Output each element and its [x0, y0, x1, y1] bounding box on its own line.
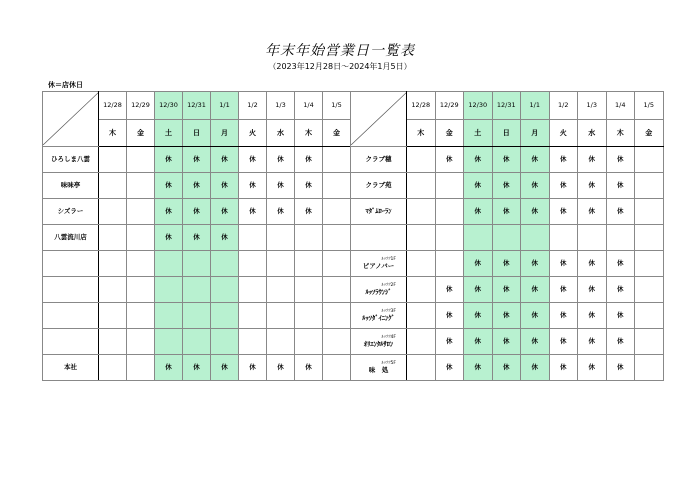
status-cell — [267, 225, 295, 251]
weekday-header: 木 — [295, 120, 323, 147]
status-cell: 休 — [435, 355, 464, 381]
status-cell: 休 — [295, 173, 323, 199]
status-cell — [407, 277, 436, 303]
status-cell — [323, 303, 351, 329]
status-cell: 休 — [211, 199, 239, 225]
status-cell: 休 — [183, 147, 211, 173]
status-cell — [407, 329, 436, 355]
weekday-header: 月 — [211, 120, 239, 147]
status-cell — [127, 199, 155, 225]
store-floor-label: ﾙｯｿﾂ4F — [381, 334, 396, 340]
status-cell — [183, 303, 211, 329]
status-cell — [323, 329, 351, 355]
store-name: ピアノバー — [362, 262, 395, 270]
date-header: 12/28 — [99, 92, 127, 120]
status-cell — [635, 225, 664, 251]
store-name-cell — [351, 251, 407, 277]
status-cell: 休 — [492, 303, 521, 329]
header-corner — [43, 92, 99, 147]
status-cell — [635, 173, 664, 199]
date-header: 12/30 — [155, 92, 183, 120]
weekday-header: 火 — [549, 120, 578, 147]
status-cell: 休 — [606, 277, 635, 303]
date-header: 1/1 — [211, 92, 239, 120]
store-row — [351, 277, 664, 303]
status-cell — [267, 329, 295, 355]
store-row — [43, 199, 351, 225]
corner-diagonal-line — [351, 92, 407, 145]
status-cell: 休 — [464, 329, 493, 355]
weekday-header: 水 — [267, 120, 295, 147]
weekday-header: 水 — [578, 120, 607, 147]
status-cell: 休 — [183, 225, 211, 251]
store-name: ﾙｯｿﾀﾞｲﾆﾝｸﾞ — [362, 314, 395, 322]
status-cell — [127, 355, 155, 381]
status-cell: 休 — [435, 147, 464, 173]
status-cell — [606, 225, 635, 251]
status-cell: 休 — [521, 199, 550, 225]
store-row — [43, 355, 351, 381]
status-cell — [464, 225, 493, 251]
status-cell: 休 — [606, 173, 635, 199]
status-cell: 休 — [183, 199, 211, 225]
status-cell — [127, 277, 155, 303]
weekday-header: 木 — [606, 120, 635, 147]
weekday-header: 日 — [183, 120, 211, 147]
status-cell: 休 — [549, 329, 578, 355]
status-cell — [435, 199, 464, 225]
status-cell: 休 — [211, 173, 239, 199]
status-cell: 休 — [155, 199, 183, 225]
status-cell: 休 — [521, 173, 550, 199]
status-cell: 休 — [549, 199, 578, 225]
status-cell: 休 — [464, 355, 493, 381]
weekday-header: 土 — [464, 120, 493, 147]
status-cell — [239, 329, 267, 355]
store-row — [43, 225, 351, 251]
store-row — [43, 173, 351, 199]
weekday-header: 月 — [521, 120, 550, 147]
status-cell — [267, 303, 295, 329]
status-cell — [211, 277, 239, 303]
store-row — [43, 147, 351, 173]
status-cell — [211, 329, 239, 355]
status-cell — [183, 251, 211, 277]
legend-note: 休＝店休日 — [48, 81, 83, 89]
status-cell: 休 — [435, 329, 464, 355]
status-cell — [635, 199, 664, 225]
status-cell — [323, 251, 351, 277]
store-row — [351, 251, 664, 277]
store-row — [351, 147, 664, 173]
status-cell — [295, 251, 323, 277]
store-name-cell — [351, 355, 407, 381]
status-cell: 休 — [211, 147, 239, 173]
weekday-header: 火 — [239, 120, 267, 147]
status-cell: 休 — [492, 251, 521, 277]
status-cell: 休 — [578, 355, 607, 381]
page-subtitle: （2023年12月28日～2024年1月5日） — [268, 62, 412, 71]
status-cell — [407, 251, 436, 277]
status-cell: 休 — [549, 251, 578, 277]
status-cell — [549, 225, 578, 251]
status-cell: 休 — [578, 147, 607, 173]
status-cell: 休 — [492, 147, 521, 173]
status-cell: 休 — [183, 355, 211, 381]
store-name: ﾙｯｿﾗｳﾝｼﾞ — [365, 288, 392, 296]
status-cell — [295, 329, 323, 355]
status-cell — [635, 355, 664, 381]
status-cell — [211, 251, 239, 277]
store-name-cell — [43, 329, 99, 355]
status-cell — [183, 329, 211, 355]
status-cell: 休 — [492, 277, 521, 303]
status-cell: 休 — [211, 355, 239, 381]
status-cell — [635, 329, 664, 355]
status-cell — [127, 303, 155, 329]
store-row — [351, 173, 664, 199]
status-cell: 休 — [155, 147, 183, 173]
status-cell — [99, 303, 127, 329]
store-name-cell — [351, 277, 407, 303]
status-cell: 休 — [464, 251, 493, 277]
status-cell: 休 — [492, 329, 521, 355]
status-cell — [127, 173, 155, 199]
weekday-header: 金 — [323, 120, 351, 147]
store-name-cell: 八雲流川店 — [43, 225, 99, 251]
date-header: 1/4 — [606, 92, 635, 120]
status-cell: 休 — [267, 199, 295, 225]
status-cell — [99, 251, 127, 277]
status-cell: 休 — [239, 147, 267, 173]
status-cell: 休 — [239, 199, 267, 225]
store-name-cell — [43, 277, 99, 303]
status-cell — [99, 355, 127, 381]
store-name: ｵﾘｴﾝﾀﾙｻﾛﾝ — [363, 340, 394, 348]
status-cell — [323, 277, 351, 303]
status-cell — [127, 225, 155, 251]
store-floor-label: ﾙｯｿﾂ5F — [381, 360, 396, 366]
store-name-cell: 本社 — [43, 355, 99, 381]
date-header: 12/31 — [492, 92, 521, 120]
status-cell: 休 — [606, 251, 635, 277]
status-cell — [521, 225, 550, 251]
store-row — [351, 329, 664, 355]
status-cell — [99, 173, 127, 199]
status-cell: 休 — [549, 355, 578, 381]
status-cell — [635, 277, 664, 303]
status-cell — [492, 225, 521, 251]
store-row — [43, 251, 351, 277]
status-cell — [127, 251, 155, 277]
status-cell: 休 — [183, 173, 211, 199]
status-cell: 休 — [549, 277, 578, 303]
status-cell: 休 — [464, 173, 493, 199]
status-cell — [99, 225, 127, 251]
store-name-cell: クラブ苑 — [351, 173, 407, 199]
status-cell: 休 — [492, 355, 521, 381]
status-cell — [127, 329, 155, 355]
status-cell — [155, 251, 183, 277]
status-cell: 休 — [155, 225, 183, 251]
status-cell — [578, 225, 607, 251]
status-cell — [407, 225, 436, 251]
weekday-header: 金 — [635, 120, 664, 147]
status-cell — [239, 225, 267, 251]
status-cell — [155, 329, 183, 355]
status-cell — [267, 251, 295, 277]
store-name-cell — [43, 251, 99, 277]
status-cell — [183, 277, 211, 303]
store-name-cell: ひろしま八雲 — [43, 147, 99, 173]
status-cell — [239, 303, 267, 329]
weekday-header: 金 — [435, 120, 464, 147]
header-corner — [351, 92, 407, 147]
schedule-table-right — [350, 91, 664, 381]
store-name-cell: 味味亭 — [43, 173, 99, 199]
date-header: 1/5 — [635, 92, 664, 120]
status-cell: 休 — [578, 277, 607, 303]
status-cell: 休 — [578, 199, 607, 225]
weekday-header: 金 — [127, 120, 155, 147]
store-name-cell — [43, 303, 99, 329]
status-cell: 休 — [521, 355, 550, 381]
weekday-header: 木 — [99, 120, 127, 147]
weekday-header: 土 — [155, 120, 183, 147]
status-cell — [407, 173, 436, 199]
status-cell — [211, 303, 239, 329]
status-cell: 休 — [295, 147, 323, 173]
status-cell: 休 — [521, 147, 550, 173]
store-row — [43, 277, 351, 303]
status-cell — [323, 199, 351, 225]
status-cell: 休 — [492, 199, 521, 225]
status-cell: 休 — [606, 355, 635, 381]
status-cell: 休 — [267, 355, 295, 381]
status-cell: 休 — [549, 173, 578, 199]
status-cell — [407, 303, 436, 329]
status-cell — [99, 147, 127, 173]
status-cell: 休 — [239, 173, 267, 199]
store-row — [43, 303, 351, 329]
status-cell — [295, 225, 323, 251]
weekday-header: 日 — [492, 120, 521, 147]
status-cell — [323, 225, 351, 251]
date-header: 1/3 — [267, 92, 295, 120]
status-cell — [323, 173, 351, 199]
status-cell — [435, 173, 464, 199]
status-cell: 休 — [295, 199, 323, 225]
status-cell — [635, 303, 664, 329]
status-cell: 休 — [267, 147, 295, 173]
date-header: 1/2 — [549, 92, 578, 120]
status-cell — [99, 199, 127, 225]
store-name: 味 処 — [368, 366, 389, 374]
status-cell: 休 — [521, 303, 550, 329]
page-title: 年末年始営業日一覧表 — [265, 43, 415, 59]
status-cell — [295, 303, 323, 329]
date-header: 12/30 — [464, 92, 493, 120]
status-cell — [323, 355, 351, 381]
store-row — [351, 225, 664, 251]
status-cell: 休 — [606, 303, 635, 329]
date-header: 1/3 — [578, 92, 607, 120]
status-cell: 休 — [267, 173, 295, 199]
store-row — [351, 303, 664, 329]
status-cell — [407, 355, 436, 381]
status-cell: 休 — [578, 303, 607, 329]
status-cell — [99, 277, 127, 303]
status-cell: 休 — [464, 303, 493, 329]
status-cell: 休 — [606, 199, 635, 225]
status-cell: 休 — [155, 173, 183, 199]
store-name-cell — [351, 303, 407, 329]
status-cell — [155, 303, 183, 329]
status-cell: 休 — [211, 225, 239, 251]
status-cell — [407, 199, 436, 225]
status-cell: 休 — [155, 355, 183, 381]
status-cell: 休 — [435, 303, 464, 329]
status-cell: 休 — [578, 329, 607, 355]
status-cell: 休 — [239, 355, 267, 381]
corner-diagonal-line — [43, 92, 99, 145]
status-cell: 休 — [464, 277, 493, 303]
status-cell: 休 — [521, 329, 550, 355]
status-cell: 休 — [549, 147, 578, 173]
date-header: 1/4 — [295, 92, 323, 120]
store-floor-label: ﾙｯｿﾂ1F — [381, 256, 396, 262]
store-name-cell: クラブ穂 — [351, 147, 407, 173]
status-cell — [99, 329, 127, 355]
status-cell — [127, 147, 155, 173]
status-cell: 休 — [295, 355, 323, 381]
status-cell — [239, 277, 267, 303]
status-cell: 休 — [521, 251, 550, 277]
status-cell: 休 — [464, 199, 493, 225]
date-header: 12/29 — [127, 92, 155, 120]
status-cell: 休 — [492, 173, 521, 199]
status-cell — [435, 225, 464, 251]
store-row — [43, 329, 351, 355]
schedule-table-left — [42, 91, 351, 381]
store-name-cell — [351, 225, 407, 251]
status-cell: 休 — [578, 173, 607, 199]
weekday-header: 木 — [407, 120, 436, 147]
status-cell — [323, 147, 351, 173]
status-cell: 休 — [578, 251, 607, 277]
status-cell — [407, 147, 436, 173]
status-cell: 休 — [549, 303, 578, 329]
status-cell — [155, 277, 183, 303]
date-header: 12/28 — [407, 92, 436, 120]
store-name-cell — [351, 329, 407, 355]
status-cell: 休 — [435, 277, 464, 303]
status-cell — [635, 147, 664, 173]
date-header: 1/2 — [239, 92, 267, 120]
store-row — [351, 199, 664, 225]
store-floor-label: ﾙｯｿﾂ2F — [381, 282, 396, 288]
status-cell — [635, 251, 664, 277]
store-row — [351, 355, 664, 381]
status-cell: 休 — [521, 277, 550, 303]
status-cell — [295, 277, 323, 303]
status-cell — [239, 251, 267, 277]
store-floor-label: ﾙｯｿﾂ3F — [381, 308, 396, 314]
status-cell: 休 — [606, 329, 635, 355]
status-cell: 休 — [464, 147, 493, 173]
store-name-cell: シズラー — [43, 199, 99, 225]
date-header: 12/29 — [435, 92, 464, 120]
date-header: 1/1 — [521, 92, 550, 120]
status-cell — [435, 251, 464, 277]
status-cell: 休 — [606, 147, 635, 173]
date-header: 12/31 — [183, 92, 211, 120]
date-header: 1/5 — [323, 92, 351, 120]
status-cell — [267, 277, 295, 303]
store-name-cell: ﾏﾀﾞﾑﾛｰﾗﾝ — [351, 199, 407, 225]
